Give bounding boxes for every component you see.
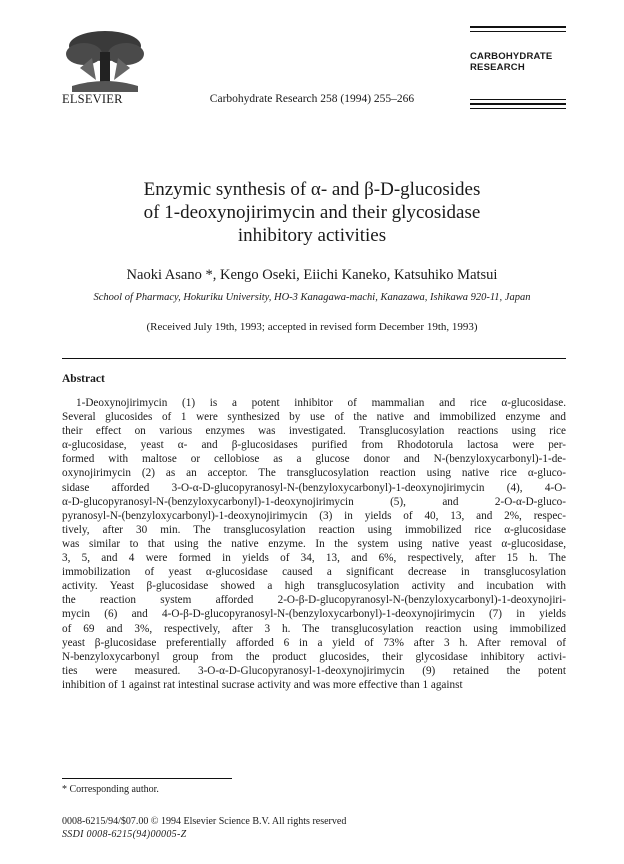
title-line: inhibitory activities	[237, 225, 387, 246]
journal-name-line1: CARBOHYDRATE	[470, 51, 553, 62]
journal-masthead	[470, 26, 566, 73]
abstract-line: formed with maltose or cellobiose as a glucose donor and N-(benzyloxycarbonyl)-1-de-	[62, 453, 566, 466]
abstract-line: their effect on various enzymes was investigated. Transglucosylation reactions using rice	[62, 425, 566, 438]
abstract-line: 3, 5, and 4 were formed in yields of 34, 13, and 6%, respectively, after 15 h. The	[62, 552, 566, 565]
author-list: Naoki Asano *, Kengo Oseki, Eiichi Kaneko, Katsuhiko Matsui	[126, 267, 498, 283]
article-title	[100, 178, 524, 247]
abstract-line: Several glucosides of 1 were synthesized by use of the native and immobilized enzyme and	[62, 411, 566, 424]
corresponding-author-footnote: * Corresponding author.	[62, 784, 159, 795]
journal-name	[470, 52, 566, 73]
title-line: of 1-deoxynojirimycin and their glycosidase	[143, 202, 481, 223]
abstract-line: was similar to that using the native enzyme. In the system using native yeast α-glucosidase,	[62, 537, 566, 550]
author-affiliation: School of Pharmacy, Hokuriku University, HO-3 Kanagawa-machi, Kanazawa, Ishikawa 920-11, Japan	[93, 292, 531, 303]
abstract-line: of 69 and 3%, respectively, after 3 h. The transglucosylation reaction using immobilized	[62, 622, 566, 635]
masthead-rules-bottom	[470, 99, 566, 112]
footnote-divider	[62, 778, 232, 779]
masthead-rule-top-2	[470, 31, 566, 32]
title-line: Enzymic synthesis of α- and β-D-glucosides	[143, 179, 481, 200]
journal-citation: Carbohydrate Research 258 (1994) 255–266	[209, 93, 415, 105]
abstract-line: yeast β-glucosidase preferentially afforded 6 in a yield of 73% after 3 h. After removal of	[62, 636, 566, 649]
abstract-line: oxynojirimycin (2) as an acceptor. The transglucosylation reaction using native rice α-gluco-	[62, 467, 566, 480]
abstract-line: inhibition of 1 against rat intestinal sucrase activity and was more effective than 1 against	[62, 678, 463, 691]
abstract-line: mycin (6) and 4-O-β-D-glucopyranosyl-N-(benzyloxycarbonyl)-1-deoxynojirimycin (7) in yields	[62, 608, 566, 621]
copyright-line: 0008-6215/94/$07.00 © 1994 Elsevier Science B.V. All rights reserved	[62, 816, 347, 827]
abstract-line: tively, after 30 min. The transglucosylation reaction using immobilized rice α-glucosidase	[62, 523, 566, 536]
masthead-rule-bottom-1	[470, 99, 566, 100]
abstract-line: immobilization of yeast α-glucosidase caused a significant decrease in transglucosylation	[62, 566, 566, 579]
abstract-line: activity. Yeast β-glucosidase showed a high transglucosylation activity and incubation with	[62, 580, 566, 593]
publisher-name: ELSEVIER	[62, 92, 123, 106]
journal-name-line2: RESEARCH	[470, 61, 525, 73]
abstract-line: sidase afforded 3-O-α-D-glucopyranosyl-N-(benzyloxycarbonyl)-1-deoxynojirimycin (4), 4-O-	[62, 481, 566, 494]
abstract-line: α-D-glucopyranosyl-N-(benzyloxycarbonyl)-1-deoxynojirimycin (5), and 2-O-α-D-gluco-	[62, 495, 566, 508]
abstract-body	[62, 396, 566, 692]
abstract-line: N-benzyloxycarbonyl group from the product glucosides, their glycosidase inhibitory activi-	[62, 650, 566, 663]
abstract-line: ties were measured. 3-O-α-D-Glucopyranosyl-1-deoxynojirimycin (9) retained the potent	[62, 664, 566, 677]
abstract-line: 1-Deoxynojirimycin (1) is a potent inhibitor of mammalian and rice α-glucosidase.	[76, 397, 566, 409]
abstract-line: α-glucosidase, yeast α- and β-glucosidases purified from Rhodotorula lactosa were per-	[62, 439, 566, 452]
abstract-line: the reaction system afforded 2-O-β-D-glucopyranosyl-N-(benzyloxycarbonyl)-1-deoxynojiri-	[62, 594, 566, 607]
ssdi-identifier: SSDI 0008-6215(94)00005-Z	[62, 829, 187, 840]
abstract-line: pyranosyl-N-(benzyloxycarbonyl)-1-deoxynojirimycin (3) in yields of 40, 13, and 2%, respec-	[62, 509, 566, 522]
masthead-rule-top	[470, 26, 566, 28]
abstract-heading: Abstract	[62, 373, 105, 385]
section-divider	[62, 358, 566, 359]
masthead-rule-bottom-2	[470, 103, 566, 105]
received-dates: (Received July 19th, 1993; accepted in revised form December 19th, 1993)	[146, 321, 478, 333]
masthead-rule-bottom-3	[470, 108, 566, 109]
